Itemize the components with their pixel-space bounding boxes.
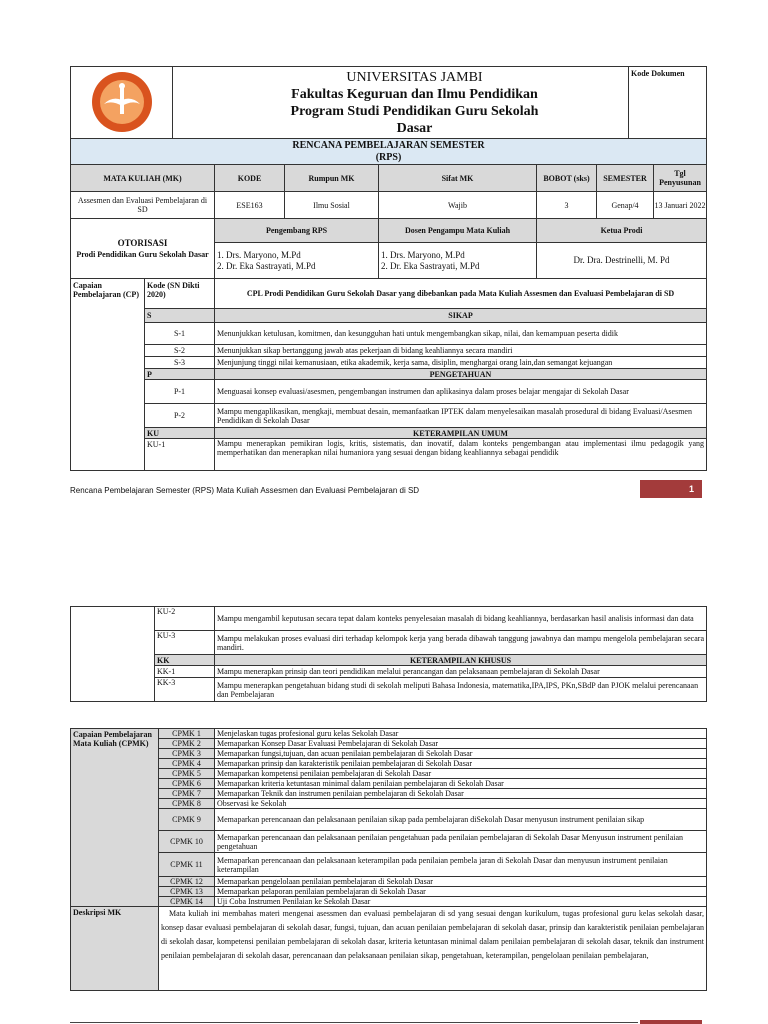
dosen-label: Dosen Pengampu Mata Kuliah	[379, 219, 537, 243]
cpmk-text: Memaparkan Konsep Dasar Evaluasi Pembelajaran di Sekolah Dasar	[215, 739, 707, 749]
cpmk-text: Observasi ke Sekolah	[215, 799, 707, 809]
program-name: Program Studi Pendidikan Guru Sekolah	[290, 103, 539, 119]
s2-text: Menunjukkan sikap bertanggung jawab atas pekerjaan di bidang keahliannya secara mandiri	[215, 345, 707, 357]
kk-code: KK	[155, 655, 215, 666]
deskripsi-text: Mata kuliah ini membahas materi mengenai asessmen dan evaluasi pembelajaran di sd yang sesuai dengan kurikulum, tugas profesional guru kelas sekolah dasar, konsep dasar evaluasi pembelajaran di sekolah dasar, fungsi, tujuan, dan acuan penilaian pembelajaran di sekolah dasar, prinsip dan karakteristik penilaian pembelajaran di sekolah dasar, kompetensi penilaian pembelajaran di sekolah dasar, kriteria ketuntasan minimal dalam penilaian pembelajaran di sekolah dasar, teknik dan instrument penilaian pembelajaran di sekolah dasar, perencanaan dan pelaksanaan penilaian sikap, pengetahuan, keterampilan, pengelolaan penilaian pembelajaran,	[159, 907, 707, 991]
rps-title: RENCANA PEMBELAJARAN SEMESTER	[292, 139, 485, 151]
kk1-code: KK-1	[155, 666, 215, 678]
course-code: ESE163	[215, 192, 285, 219]
cpmk-table	[70, 728, 707, 991]
th-rumpun: Rumpun MK	[285, 165, 379, 192]
kk1-text: Mampu menerapkan prinsip dan teori pendidikan melalui perancangan dan pelaksanaan pembelajaran di Sekolah Dasar	[215, 666, 707, 678]
university-logo-icon	[90, 70, 154, 134]
otorisasi-sub: Prodi Pendidikan Guru Sekolah Dasar	[76, 249, 209, 259]
th-mk: MATA KULIAH (MK)	[71, 165, 215, 192]
university-name: UNIVERSITAS JAMBI	[346, 69, 483, 85]
cpmk-row	[71, 877, 707, 887]
cpmk-text: Uji Coba Instrumen Penilaian ke Sekolah Dasar	[215, 897, 707, 907]
ketua-label: Ketua Prodi	[537, 219, 707, 243]
cpmk-row	[71, 739, 707, 749]
cpmk-row	[71, 729, 707, 739]
cpmk-row	[71, 789, 707, 799]
p-title: PENGETAHUAN	[215, 369, 707, 380]
cpmk-code: CPMK 7	[159, 789, 215, 799]
cpmk-text: Menjelaskan tugas profesional guru kelas Sekolah Dasar	[215, 729, 707, 739]
course-sem-tgl	[597, 192, 707, 219]
pengembang-1: 1. Drs. Maryono, M.Pd	[217, 249, 301, 260]
cpmk-code: CPMK 4	[159, 759, 215, 769]
cpmk-text: Memaparkan perencanaan dan pelaksanaan penilaian sikap pada pembelajaran diSekolah Dasar menyusun instrument penilaian sikap	[215, 809, 707, 831]
cpmk-row	[71, 897, 707, 907]
ku2-code: KU-2	[155, 607, 215, 631]
cpmk-code: CPMK 2	[159, 739, 215, 749]
p2-text: Mampu mengaplikasikan, mengkaji, membuat desain, memanfaatkan IPTEK dalam menyelesaikan masalah prosedural di bidang Evaluasi/Asesmen Pendidikan di Sekolah Dasar	[215, 404, 707, 428]
ku-title: KETERAMPILAN UMUM	[215, 428, 707, 439]
th-semester: SEMESTER	[597, 165, 654, 191]
otorisasi-cell	[71, 219, 215, 279]
cpmk-code: CPMK 9	[159, 809, 215, 831]
cpmk-row	[71, 799, 707, 809]
cpmk-text: Memaparkan pengelolaan penilaian pembelajaran di Sekolah Dasar	[215, 877, 707, 887]
page-bottom-rule	[70, 1022, 638, 1023]
footer-text: Rencana Pembelajaran Semester (RPS) Mata Kuliah Assesmen dan Evaluasi Pembelajaran di SD	[70, 486, 420, 495]
dosen-2: 2. Dr. Eka Sastrayati, M.Pd	[381, 260, 480, 271]
dosen-1: 1. Drs. Maryono, M.Pd	[381, 249, 465, 260]
s1-code: S-1	[145, 323, 215, 345]
cpmk-code: CPMK 11	[159, 853, 215, 877]
cpmk-row	[71, 809, 707, 831]
cpmk-text: Memaparkan perencanaan dan pelaksanaan keterampilan pada penilaian pembela jaran di Sekolah Dasar dan menyusun instrument penilaian keterampilan	[215, 853, 707, 877]
course-name: Assesmen dan Evaluasi Pembelajaran di SD	[71, 192, 215, 219]
header-table	[70, 66, 707, 165]
faculty-name: Fakultas Keguruan dan Ilmu Pendidikan	[291, 86, 538, 102]
th-tgl: Tgl Penyusunan	[659, 169, 701, 187]
pengembang-label: Pengembang RPS	[215, 219, 379, 243]
dosen-names	[379, 243, 537, 279]
header-title-cell	[173, 67, 629, 139]
cpmk-text: Memaparkan pelaporan penilaian pembelajaran di Sekolah Dasar	[215, 887, 707, 897]
otorisasi-title: OTORISASI	[117, 237, 168, 248]
p1-text: Menguasai konsep evaluasi/asesmen, pengembangan instrumen dan aplikasinya dalam proses belajar mengajar di Sekolah Dasar	[215, 380, 707, 404]
cpmk-code: CPMK 6	[159, 779, 215, 789]
kk3-text: Mampu menerapkan pengetahuan bidang studi di sekolah meliputi Bahasa Indonesia, matematika,IPA,IPS, PKn,SBdP dan PJOK melalui perencanaan dan Pembelajaran	[215, 678, 707, 702]
cpmk-row	[71, 769, 707, 779]
rps-abbr: (RPS)	[375, 151, 402, 163]
p2-code: P-2	[145, 404, 215, 428]
th-bobot: BOBOT (sks)	[537, 165, 597, 192]
course-rumpun: Ilmu Sosial	[285, 192, 379, 219]
cpmk-code: CPMK 1	[159, 729, 215, 739]
s3-code: S-3	[145, 357, 215, 369]
cp-label: Capaian Pembelajaran (CP)	[71, 279, 145, 471]
ku-code: KU	[145, 428, 215, 439]
ketua-name: Dr. Dra. Destrinelli, M. Pd	[537, 243, 707, 279]
ku3-code: KU-3	[155, 631, 215, 655]
course-table	[70, 164, 707, 471]
th-sifat: Sifat MK	[379, 165, 537, 192]
course-bobot: 3	[537, 192, 597, 219]
doc-code-cell	[629, 67, 707, 139]
logo-cell	[71, 67, 173, 139]
page-bottom-badge	[640, 1020, 702, 1024]
cpmk-text: Memaparkan fungsi,tujuan, dan acuan penilaian pembelajaran di Sekolah Dasar	[215, 749, 707, 759]
cpmk-row	[71, 759, 707, 769]
s1-text: Menunjukkan ketulusan, komitmen, dan kesungguhan hati untuk mengembangkan sikap, nilai, dan kemampuan peserta didik	[215, 323, 707, 345]
cpmk-code: CPMK 14	[159, 897, 215, 907]
s-title: SIKAP	[215, 309, 707, 323]
kk3-code: KK-3	[155, 678, 215, 702]
s2-code: S-2	[145, 345, 215, 357]
doc-code-label: Kode Dokumen	[631, 69, 685, 78]
page-number-badge: 1	[640, 480, 702, 498]
ku3-text: Mampu melakukan proses evaluasi diri terhadap kelompok kerja yang berada dibawah tanggung jawabnya dan mampu mengelola pembelajaran secara mandiri.	[215, 631, 707, 655]
cpmk-row	[71, 831, 707, 853]
s3-text: Menjunjung tinggi nilai kemanusiaan, etika akademik, kerja sama, disiplin, menghargai orang lain,dan semangat kejuangan	[215, 357, 707, 369]
cpmk-row	[71, 779, 707, 789]
cpmk-code: CPMK 10	[159, 831, 215, 853]
cpmk-row	[71, 749, 707, 759]
pengembang-2: 2. Dr. Eka Sastrayati, M.Pd	[217, 260, 316, 271]
p-code: P	[145, 369, 215, 380]
cp-continuation-table	[70, 606, 707, 702]
cpmk-text: Memaparkan kriteria ketuntasan minimal dalam penilaian pembelajaran di Sekolah Dasar	[215, 779, 707, 789]
ku1-text: Mampu menerapkan pemikiran logis, kritis, sistematis, dan inovatif, dalam konteks pengembangan atau implementasi ilmu pedagogik yang memperhatikan dan menerapkan nilai humaniora yang sesuai dengan bidang keahliannya sebagai pendidik	[215, 439, 707, 471]
course-sifat: Wajib	[379, 192, 537, 219]
program-name-2: Dasar	[396, 120, 433, 136]
rps-title-cell	[71, 139, 707, 165]
cpl-title: CPL Prodi Pendidikan Guru Sekolah Dasar yang dibebankan pada Mata Kuliah Assesmen dan Evaluasi Pembelajaran di SD	[215, 279, 707, 309]
cpmk-code: CPMK 12	[159, 877, 215, 887]
ku1-code: KU-1	[145, 439, 215, 471]
kk-title: KETERAMPILAN KHUSUS	[215, 655, 707, 666]
cpmk-text: Memaparkan prinsip dan karakteristik penilaian pembelajaran di Sekolah Dasar	[215, 759, 707, 769]
course-semester: Genap/4	[597, 192, 654, 218]
cp-kode-label: Kode (SN Dikti 2020)	[145, 279, 215, 309]
pengembang-names	[215, 243, 379, 279]
deskripsi-label: Deskripsi MK	[71, 907, 159, 991]
cpmk-code: CPMK 3	[159, 749, 215, 759]
th-sem-tgl	[597, 165, 707, 192]
ku2-text: Mampu mengambil keputusan secara tepat dalam konteks penyelesaian masalah di bidang keahliannya, berdasarkan hasil analisis informasi dan data	[215, 607, 707, 631]
cpmk-text: Memaparkan perencanaan dan pelaksanaan penilaian pengetahuan pada penilaian pembelajaran di Sekolah Dasar Menyusun instrument penilaian pengetahuan	[215, 831, 707, 853]
cpmk-code: CPMK 5	[159, 769, 215, 779]
s-code: S	[145, 309, 215, 323]
cpmk-code: CPMK 8	[159, 799, 215, 809]
cp-cont-label	[71, 607, 155, 702]
cpmk-text: Memaparkan Teknik dan instrumen penilaian pembelajaran di Sekolah Dasar	[215, 789, 707, 799]
cpmk-label: Capaian Pembelajaran Mata Kuliah (CPMK)	[71, 729, 159, 907]
course-date: 13 Januari 2022	[654, 200, 706, 210]
cpmk-row	[71, 853, 707, 877]
cpmk-code: CPMK 13	[159, 887, 215, 897]
cpmk-text: Memaparkan kompetensi penilaian pembelajaran di Sekolah Dasar	[215, 769, 707, 779]
p1-code: P-1	[145, 380, 215, 404]
cpmk-row	[71, 887, 707, 897]
th-kode: KODE	[215, 165, 285, 192]
